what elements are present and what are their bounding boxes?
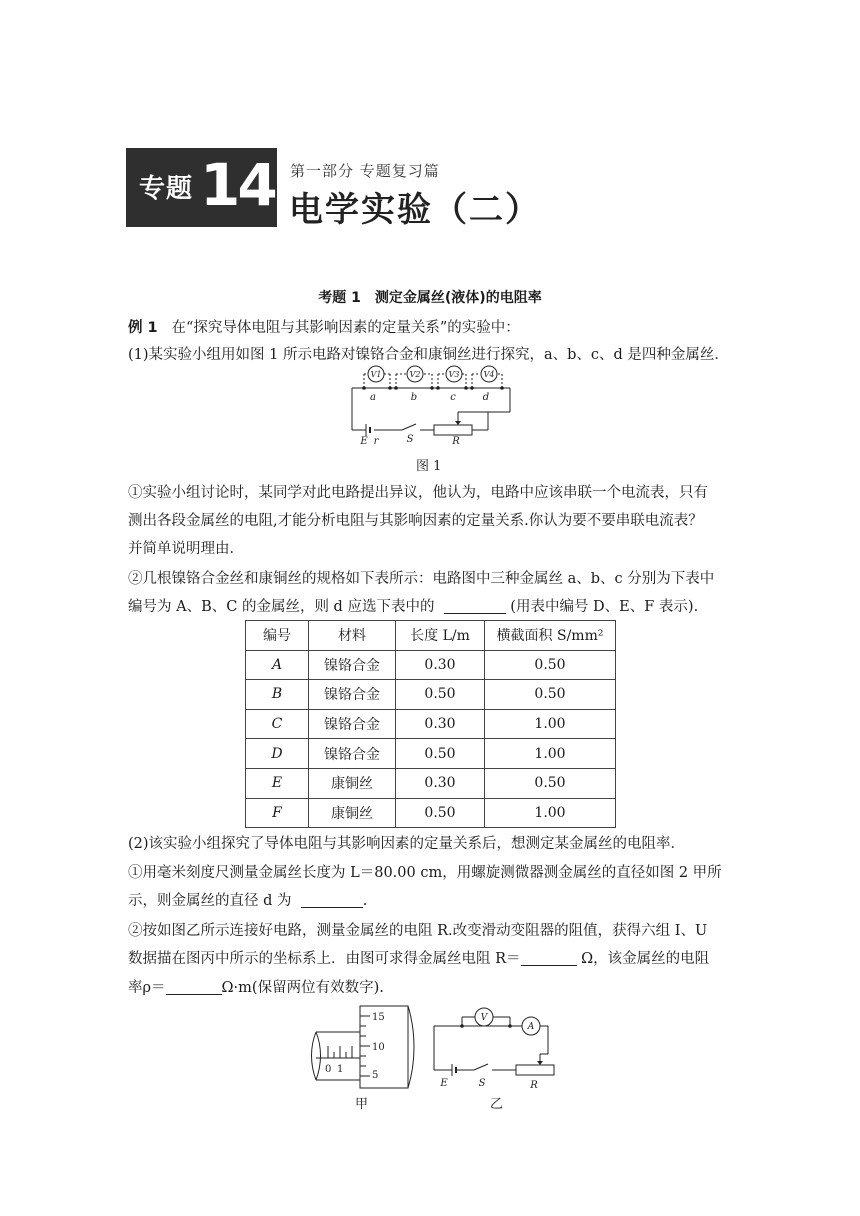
yi-emf-label: E	[440, 1078, 448, 1089]
header-id: 编号	[246, 621, 309, 651]
yi-rheostat-label: R	[530, 1080, 538, 1090]
table-cell: 康铜丝	[309, 768, 396, 798]
wire-a-label: a	[370, 392, 376, 403]
table-row	[246, 709, 616, 739]
yi-voltmeter-label: V	[480, 1013, 488, 1023]
figure2-yi-caption: 乙	[490, 1097, 504, 1112]
figure1-caption: 图 1	[416, 459, 442, 474]
p2q2-line2-text-b: Ω，该金属丝的电阻	[581, 951, 710, 967]
p2q2-line3	[128, 974, 738, 1002]
table-cell: C	[246, 709, 309, 739]
p2q2-line3-text-a: 率ρ＝	[128, 980, 166, 996]
q2-line1: ②几根镍铬合金丝和康铜丝的规格如下表所示：电路图中三种金属丝 a、b、c 分别为下表中	[128, 571, 715, 587]
yi-switch-label: S	[478, 1078, 486, 1089]
answer-blank-d[interactable]	[444, 597, 506, 614]
table-row	[246, 650, 616, 680]
table-row	[246, 739, 616, 769]
thimble-5: 5	[372, 1070, 379, 1081]
part2-text: (2)该实验小组探究了导体电阻与其影响因素的定量关系后，想测定某金属丝的电阻率．	[128, 836, 686, 852]
voltmeter-2-label: V2	[409, 370, 421, 379]
table-cell: 0.50	[485, 650, 616, 680]
table-cell: 1.00	[485, 798, 616, 828]
header-material: 材料	[309, 621, 396, 651]
table-cell: B	[246, 680, 309, 710]
table-cell: 0.30	[396, 709, 485, 739]
p2q1-line2	[128, 887, 738, 915]
answer-blank-diameter[interactable]	[301, 891, 363, 908]
table-cell: 0.50	[485, 768, 616, 798]
table-cell: A	[246, 650, 309, 680]
example-label: 例 1	[128, 320, 158, 336]
wire-b-label: b	[410, 392, 418, 403]
part1-text: (1)某实验小组用如图 1 所示电路对镍铬合金和康铜丝进行探究，a、b、c、d 是四种金属丝．	[128, 347, 729, 363]
wire-c-label: c	[450, 392, 456, 403]
voltmeter-4-label: V4	[483, 370, 495, 379]
topic-number: 14	[200, 151, 275, 219]
table-cell: F	[246, 798, 309, 828]
q1-line2: 测出各段金属丝的电阻,才能分析电阻与其影响因素的定量关系.你认为要不要串联电流表？	[128, 513, 703, 529]
header-area: 横截面积 S/mm²	[485, 621, 616, 651]
table-cell: 镍铬合金	[309, 680, 396, 710]
example-intro-text: 在“探究导体电阻与其影响因素的定量关系”的实验中：	[171, 320, 520, 336]
wire-spec-table	[245, 620, 616, 828]
voltmeter-1-label: V1	[370, 370, 382, 379]
topic-label: 专题	[139, 174, 194, 204]
thimble-15: 15	[372, 1012, 385, 1023]
q2-line2-text-b: (用表中编号 D、E、F 表示).	[510, 599, 699, 615]
wire-d-label: d	[482, 392, 490, 403]
figure2-yi-circuit	[430, 1002, 560, 1090]
table-cell: 0.50	[396, 798, 485, 828]
yi-ammeter-label: A	[527, 1022, 535, 1032]
answer-blank-resistance[interactable]	[521, 949, 577, 966]
q1-line3: 并简单说明理由．	[128, 541, 244, 557]
table-cell: 0.30	[396, 650, 485, 680]
header-length: 长度 L/m	[396, 621, 485, 651]
part-subtitle: 第一部分 专题复习篇	[290, 162, 440, 180]
figure2-jia-caption: 甲	[355, 1097, 369, 1112]
sleeve-1: 1	[337, 1064, 344, 1075]
p2q2-line2	[128, 945, 738, 973]
table-header-row	[246, 621, 616, 651]
example-intro	[128, 314, 738, 342]
section-title: 考题 1 测定金属丝(液体)的电阻率	[318, 290, 542, 306]
table-row	[246, 680, 616, 710]
internal-r-label: r	[373, 436, 379, 446]
table-row	[246, 798, 616, 828]
thimble-10: 10	[372, 1042, 385, 1053]
table-cell: 1.00	[485, 739, 616, 769]
answer-blank-resistivity[interactable]	[166, 978, 222, 995]
switch-label: S	[406, 434, 414, 445]
micrometer-figure	[308, 1002, 420, 1090]
p2q2-line3-text-b: Ω·m(保留两位有效数字).	[221, 980, 384, 996]
table-cell: D	[246, 739, 309, 769]
table-cell: 0.30	[396, 768, 485, 798]
table-row	[246, 768, 616, 798]
sleeve-0: 0	[325, 1064, 332, 1075]
p2q1-line2-text-b: .	[362, 893, 368, 909]
p2q1-line1: ①用毫米刻度尺测量金属丝长度为 L＝80.00 cm，用螺旋测微器测金属丝的直径如图 2 甲所	[128, 865, 722, 881]
table-cell: 镍铬合金	[309, 650, 396, 680]
table-cell: 0.50	[396, 680, 485, 710]
table-cell: 康铜丝	[309, 798, 396, 828]
table-cell: E	[246, 768, 309, 798]
q2-line2-text-a: 编号为 A、B、C 的金属丝，则 d 应选下表中的	[128, 599, 435, 615]
voltmeter-3-label: V3	[448, 370, 460, 379]
table-cell: 1.00	[485, 709, 616, 739]
p2q2-line1: ②按如图乙所示连接好电路，测量金属丝的电阻 R.改变滑动变阻器的阻值，获得六组 I、U	[128, 923, 708, 939]
table-cell: 镍铬合金	[309, 739, 396, 769]
table-cell: 镍铬合金	[309, 709, 396, 739]
figure1-circuit	[340, 362, 520, 446]
p2q2-line2-text-a: 数据描在图丙中所示的坐标系上．由图可求得金属丝电阻 R＝	[128, 951, 521, 967]
rheostat-label: R	[452, 436, 460, 446]
q2-line2	[128, 593, 738, 621]
table-cell: 0.50	[396, 739, 485, 769]
emf-label: E	[360, 436, 368, 446]
chapter-title: 电学实验（二）	[289, 190, 541, 230]
table-cell: 0.50	[485, 680, 616, 710]
q1-line1: ①实验小组讨论时，某同学对此电路提出异议，他认为，电路中应该串联一个电流表，只有	[128, 485, 708, 501]
p2q1-line2-text-a: 示，则金属丝的直径 d 为	[128, 893, 292, 909]
